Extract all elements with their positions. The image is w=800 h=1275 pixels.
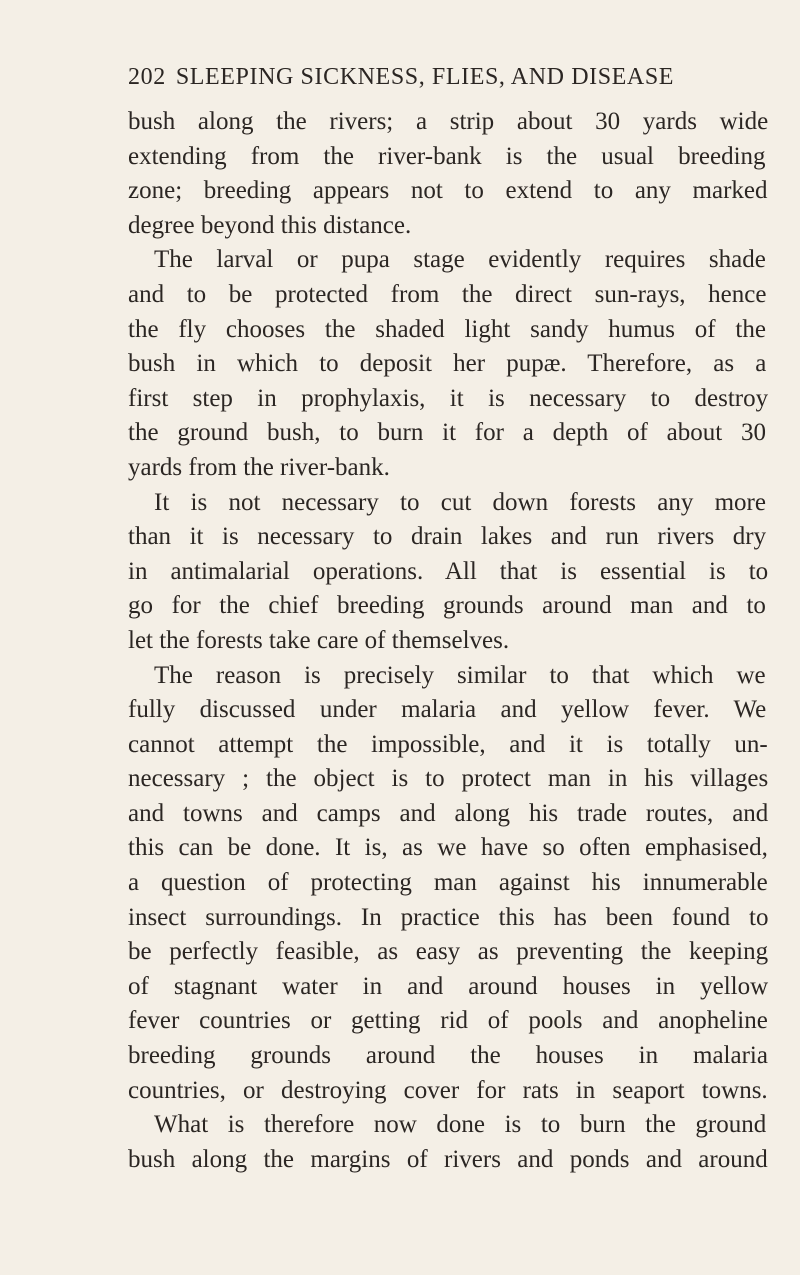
body-text <box>128 105 768 1177</box>
text-line: What is therefore now done is to burn the ground <box>154 1111 767 1139</box>
text-line: go for the chief breeding grounds around man and to <box>128 592 766 620</box>
text-line: fully discussed under malaria and yellow fever. We <box>128 696 767 724</box>
text-line: first step in prophylaxis, it is necessary to destroy <box>128 384 769 412</box>
text-line: zone; breeding appears not to extend to any marked <box>128 177 768 205</box>
text-line: countries, or destroying cover for rats in seaport towns. <box>128 1076 768 1104</box>
text-line: yards from the river-bank. <box>128 453 390 481</box>
text-line: the fly chooses the shaded light sandy humus of the <box>128 315 766 343</box>
text-line: extending from the river-bank is the usual breeding <box>128 142 766 170</box>
running-title: SLEEPING SICKNESS, FLIES, AND DISEASE <box>175 64 675 90</box>
text-line: The reason is precisely similar to that which we <box>154 661 766 689</box>
text-line: It is not necessary to cut down forests any more <box>154 488 766 516</box>
text-line: breeding grounds around the houses in malaria <box>128 1042 768 1070</box>
text-line: and towns and camps and along his trade routes, and <box>128 799 769 827</box>
page-number: 202 <box>128 64 166 90</box>
running-head <box>128 62 748 92</box>
text-line: cannot attempt the impossible, and it is totally un- <box>128 730 768 758</box>
text-line: fever countries or getting rid of pools and anopheline <box>128 1007 768 1035</box>
text-line: degree beyond this distance. <box>128 211 412 239</box>
text-line: of stagnant water in and around houses in yellow <box>128 972 769 1000</box>
text-line: in antimalarial operations. All that is essential is to <box>128 557 769 585</box>
text-line: insect surroundings. In practice this has been found to <box>128 903 769 931</box>
text-line: bush in which to deposit her pupæ. Therefore, as a <box>128 350 767 378</box>
text-line: the ground bush, to burn it for a depth of about 30 <box>128 419 766 447</box>
text-line: bush along the margins of rivers and ponds and around <box>128 1145 768 1173</box>
text-line: The larval or pupa stage evidently requires shade <box>154 246 766 274</box>
text-line: bush along the rivers; a strip about 30 yards wide <box>128 108 769 135</box>
text-line: this can be done. It is, as we have so often emphasised, <box>128 834 768 862</box>
text-line: let the forests take care of themselves. <box>128 626 510 654</box>
text-line: and to be protected from the direct sun-rays, hence <box>128 280 767 308</box>
text-line: than it is necessary to drain lakes and run rivers dry <box>128 523 767 551</box>
text-line: a question of protecting man against his innumerable <box>128 869 768 897</box>
text-line: be perfectly feasible, as easy as preventing the keeping <box>128 938 769 966</box>
text-line: necessary ; the object is to protect man in his villages <box>128 765 769 793</box>
